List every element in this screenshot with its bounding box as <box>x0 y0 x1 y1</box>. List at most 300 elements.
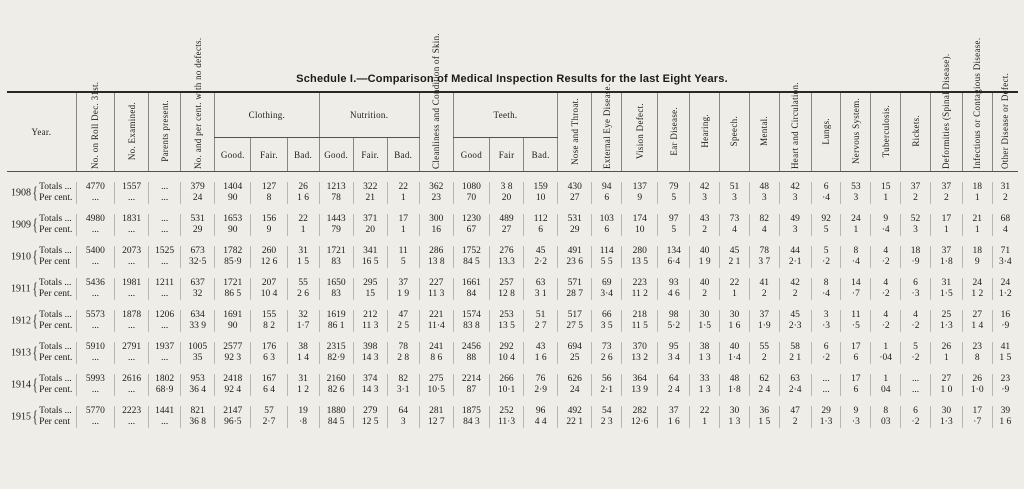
cell-no-on-roll: 5436 <box>76 278 114 289</box>
table-cell: 22 <box>387 182 419 193</box>
year-cell <box>7 246 76 268</box>
header-nutrition-fair: Fair. <box>353 138 387 172</box>
table-cell: 86 5 <box>215 289 251 300</box>
table-cell: 37 <box>901 182 931 193</box>
table-cell: 3 4 <box>658 353 690 364</box>
table-cell: 2214 <box>453 374 489 385</box>
table-cell: 4 <box>871 278 901 289</box>
table-cell: 79 <box>658 182 690 193</box>
table-cell: 300 <box>419 214 453 225</box>
table-cell: 1 <box>841 225 871 236</box>
table-cell: ·2 <box>871 321 901 332</box>
row-labels <box>39 182 72 204</box>
table-cell: 40 <box>720 342 750 353</box>
table-cell: 24 <box>181 193 215 204</box>
table-cell: 1802 <box>149 374 181 385</box>
table-cell: 52 <box>901 214 931 225</box>
table-cell: 5·2 <box>658 321 690 332</box>
table-cell: 371 <box>353 214 387 225</box>
table-cell: 26 <box>930 342 962 353</box>
table-cell: 4 <box>871 310 901 321</box>
table-cell: 14 3 <box>353 353 387 364</box>
year-cell <box>7 342 76 364</box>
table-cell: 2 <box>749 353 779 364</box>
percent-label: Per cent. <box>39 385 73 395</box>
table-cell: 4 <box>901 310 931 321</box>
table-row-percent <box>7 417 1018 428</box>
header-tuberculosis: Tuberculosis. <box>880 104 891 158</box>
table-cell: ... <box>901 385 931 396</box>
table-cell: 8 <box>871 406 901 417</box>
table-cell: 2147 <box>215 406 251 417</box>
table-cell: ·9 <box>992 385 1018 396</box>
spacer-cell <box>7 364 1018 374</box>
table-cell: 90 <box>215 225 251 236</box>
totals-label: Totals ... <box>39 374 72 384</box>
table-cell: 38 <box>287 342 319 353</box>
table-cell: 23 <box>962 342 992 353</box>
table-cell: ·4 <box>871 225 901 236</box>
table-cell: 8 <box>962 353 992 364</box>
brace-icon: { <box>32 311 38 330</box>
table-cell: 1·8 <box>930 257 962 268</box>
table-row-totals <box>7 214 1018 225</box>
row-spacer <box>7 268 1018 278</box>
table-cell: 2 7 <box>524 321 558 332</box>
table-cell: 370 <box>622 342 658 353</box>
table-cell: 94 <box>592 182 622 193</box>
percent-label: Per cent <box>39 257 71 267</box>
table-cell: 11·3 <box>490 417 524 428</box>
brace-icon: { <box>32 375 38 394</box>
table-cell: 2315 <box>319 342 353 353</box>
spacer-cell <box>7 300 1018 310</box>
table-cell: 362 <box>419 182 453 193</box>
table-cell: 69 <box>592 278 622 289</box>
table-cell: 266 <box>490 374 524 385</box>
table-cell: 12 7 <box>419 417 453 428</box>
table-cell: 32·5 <box>181 257 215 268</box>
row-labels <box>39 374 72 396</box>
table-row-totals <box>7 342 1018 353</box>
table-cell: 1875 <box>453 406 489 417</box>
table-cell: 2456 <box>453 342 489 353</box>
table-cell: 57 <box>251 406 287 417</box>
table-cell: 1661 <box>453 278 489 289</box>
table-cell: 1721 <box>319 246 353 257</box>
cell-no-on-roll: ... <box>76 289 114 300</box>
table-cell: 1525 <box>149 246 181 257</box>
table-cell: 14 3 <box>353 385 387 396</box>
table-cell: 45 <box>720 246 750 257</box>
table-cell: 112 <box>524 214 558 225</box>
table-cell: 84 5 <box>319 417 353 428</box>
table-cell: 2·3 <box>779 321 811 332</box>
table-cell: 517 <box>558 310 592 321</box>
table-cell: 3 <box>779 193 811 204</box>
table-cell: 21 <box>353 193 387 204</box>
table-cell: ·8 <box>287 417 319 428</box>
table-cell: 1·3 <box>930 321 962 332</box>
table-cell: 31 <box>992 182 1018 193</box>
table-cell: 2 6 <box>592 353 622 364</box>
header-rickets: Rickets. <box>910 115 921 147</box>
table-cell: 83 <box>319 257 353 268</box>
table-cell: 2418 <box>215 374 251 385</box>
table-cell: 694 <box>558 342 592 353</box>
table-cell: 16 5 <box>353 257 387 268</box>
table-cell: 1 <box>871 374 901 385</box>
totals-label: Totals ... <box>39 310 72 320</box>
table-cell: 13.3 <box>490 257 524 268</box>
table-cell: 292 <box>490 342 524 353</box>
table-cell: 634 <box>181 310 215 321</box>
header-clothing: Clothing. <box>215 92 319 138</box>
table-cell: 17 <box>930 214 962 225</box>
table-cell: 92 4 <box>215 385 251 396</box>
table-cell: 227 <box>419 278 453 289</box>
table-cell: 33 9 <box>181 321 215 332</box>
table-cell: 78 <box>749 246 779 257</box>
table-cell: 36 4 <box>181 385 215 396</box>
table-cell: 27 <box>558 193 592 204</box>
table-row-totals <box>7 278 1018 289</box>
table-cell: 27 <box>930 374 962 385</box>
table-cell: 42 <box>779 278 811 289</box>
table-cell: 1 <box>720 289 750 300</box>
table-cell: 18 <box>901 246 931 257</box>
table-cell: 103 <box>592 214 622 225</box>
cell-no-on-roll: ... <box>76 385 114 396</box>
brace-icon: { <box>32 215 38 234</box>
year-value: 1914 <box>11 379 31 391</box>
table-cell: 23 <box>992 374 1018 385</box>
table-cell: 1·5 <box>930 289 962 300</box>
table-cell: 23 <box>419 193 453 204</box>
table-cell: 2 8 <box>387 353 419 364</box>
table-cell: 1·5 <box>690 321 720 332</box>
table-cell: 95 <box>658 342 690 353</box>
table-cell: 82 <box>749 214 779 225</box>
table-cell: 10 4 <box>490 353 524 364</box>
table-row-percent <box>7 353 1018 364</box>
table-cell: 3·4 <box>592 289 622 300</box>
row-spacer <box>7 332 1018 342</box>
table-cell: 1 6 <box>287 193 319 204</box>
table-cell: 12 5 <box>353 417 387 428</box>
percent-label: Per cent. <box>38 289 73 299</box>
table-cell: 253 <box>490 310 524 321</box>
header-external-eye: External Eye Disease. <box>601 83 612 169</box>
table-cell: 6 4 <box>251 385 287 396</box>
brace-icon: { <box>32 279 38 298</box>
table-cell: 489 <box>490 214 524 225</box>
table-cell: 43 <box>690 214 720 225</box>
header-clothing-fair: Fair. <box>251 138 287 172</box>
table-cell: 9 <box>622 193 658 204</box>
table-cell: ·2 <box>901 417 931 428</box>
table-cell: 1721 <box>215 278 251 289</box>
table-cell: 1880 <box>319 406 353 417</box>
table-cell: 03 <box>871 417 901 428</box>
table-cell: 11 <box>841 310 871 321</box>
table-cell: ·3 <box>811 321 841 332</box>
table-cell: 04 <box>871 385 901 396</box>
table-cell: 9 <box>871 214 901 225</box>
table-cell: 51 <box>720 182 750 193</box>
table-cell: 159 <box>524 182 558 193</box>
spacer-cell <box>7 268 1018 278</box>
table-cell: 79 <box>319 225 353 236</box>
cell-no-on-roll: 5400 <box>76 246 114 257</box>
table-cell: ·2 <box>811 353 841 364</box>
percent-label: Per cent. <box>39 225 73 235</box>
table-cell: ... <box>149 353 181 364</box>
table-cell: 1 <box>871 193 901 204</box>
table-cell: 1878 <box>115 310 149 321</box>
table-cell: 2·9 <box>524 385 558 396</box>
table-cell: 22 <box>287 214 319 225</box>
table-cell: 12 6 <box>251 257 287 268</box>
brace-icon: { <box>32 343 38 362</box>
table-cell: 31 <box>930 278 962 289</box>
table-cell: 30 <box>720 310 750 321</box>
table-row-totals <box>7 406 1018 417</box>
cell-no-on-roll: 5993 <box>76 374 114 385</box>
table-cell: 9 <box>962 257 992 268</box>
table-cell: 17 <box>841 342 871 353</box>
table-cell: 1691 <box>215 310 251 321</box>
header-nutrition-bad: Bad. <box>387 138 419 172</box>
table-cell: 2 5 <box>387 321 419 332</box>
table-cell: 6 <box>811 342 841 353</box>
table-cell: 1 5 <box>749 417 779 428</box>
table-cell: 1·9 <box>749 321 779 332</box>
year-cell <box>7 310 76 332</box>
table-cell: ·2 <box>871 289 901 300</box>
table-cell: 53 <box>841 182 871 193</box>
table-cell: 3 <box>841 193 871 204</box>
table-cell: 23 6 <box>558 257 592 268</box>
table-cell: 56 <box>592 374 622 385</box>
table-cell: 127 <box>251 182 287 193</box>
table-cell: 10·1 <box>490 385 524 396</box>
table-cell: 1 <box>962 225 992 236</box>
table-cell: 953 <box>181 374 215 385</box>
table-cell: 82 6 <box>319 385 353 396</box>
table-cell: 1831 <box>115 214 149 225</box>
table-cell: 1230 <box>453 214 489 225</box>
table-cell: 279 <box>353 406 387 417</box>
header-other: Other Disease or Defect. <box>1000 72 1011 169</box>
table-cell: 626 <box>558 374 592 385</box>
spacer-cell <box>7 332 1018 342</box>
table-cell: 4 4 <box>524 417 558 428</box>
table-cell: 12·6 <box>622 417 658 428</box>
table-cell: 96 <box>524 406 558 417</box>
table-cell: 257 <box>490 278 524 289</box>
table-cell: 24 <box>841 214 871 225</box>
row-labels <box>39 246 72 268</box>
table-cell: 1 2 <box>287 385 319 396</box>
row-spacer <box>7 204 1018 214</box>
table-cell: 6 <box>841 353 871 364</box>
table-cell: 1981 <box>115 278 149 289</box>
table-cell: 97 <box>658 214 690 225</box>
table-cell: 1 6 <box>658 417 690 428</box>
table-cell: 64 <box>387 406 419 417</box>
table-cell: ... <box>115 385 149 396</box>
table-cell: 2 4 <box>658 385 690 396</box>
table-cell: 167 <box>251 374 287 385</box>
table-cell: 43 <box>524 342 558 353</box>
table-cell: 531 <box>558 214 592 225</box>
table-cell: 1211 <box>149 278 181 289</box>
table-cell: 5 <box>901 342 931 353</box>
table-cell: 276 <box>490 246 524 257</box>
table-cell: 1080 <box>453 182 489 193</box>
row-labels <box>39 278 72 300</box>
table-cell: 1 6 <box>992 417 1018 428</box>
table-cell: 1782 <box>215 246 251 257</box>
table-cell: 1443 <box>319 214 353 225</box>
table-cell: 10 <box>524 193 558 204</box>
spacer-cell <box>7 172 1018 183</box>
table-cell: ... <box>811 374 841 385</box>
year-value: 1915 <box>11 411 31 423</box>
table-cell: 25 <box>930 310 962 321</box>
table-cell: 491 <box>558 246 592 257</box>
table-cell: 1557 <box>115 182 149 193</box>
table-cell: 15 <box>871 182 901 193</box>
table-cell: 22 <box>690 406 720 417</box>
table-cell: 134 <box>658 246 690 257</box>
table-cell: 82·9 <box>319 353 353 364</box>
table-cell: 1·7 <box>287 321 319 332</box>
table-cell: 322 <box>353 182 387 193</box>
table-cell: 21 <box>962 214 992 225</box>
table-cell: ... <box>149 257 181 268</box>
table-cell: 176 <box>251 342 287 353</box>
table-cell: 252 <box>490 406 524 417</box>
table-cell: 379 <box>181 182 215 193</box>
table-cell: 26 <box>962 374 992 385</box>
table-row-percent <box>7 225 1018 236</box>
table-cell: 36 8 <box>181 417 215 428</box>
table-cell: 282 <box>622 406 658 417</box>
table-cell: 492 <box>558 406 592 417</box>
table-cell: 430 <box>558 182 592 193</box>
table-cell: 531 <box>181 214 215 225</box>
table-cell: 98 <box>658 310 690 321</box>
table-cell: 3 1 <box>524 289 558 300</box>
table-cell: 1·3 <box>811 417 841 428</box>
table-cell: 3·4 <box>992 257 1018 268</box>
table-cell: 20 <box>353 225 387 236</box>
table-cell: 6 3 <box>251 353 287 364</box>
table-cell: 5 5 <box>592 257 622 268</box>
table-cell: 13 5 <box>622 257 658 268</box>
table-cell: 2160 <box>319 374 353 385</box>
table-cell: 84 5 <box>453 257 489 268</box>
table-cell: 8 <box>841 246 871 257</box>
header-nutrition: Nutrition. <box>319 92 419 138</box>
header-no-on-roll: No. on Roll Dec. 31st. <box>90 81 101 169</box>
table-cell: 47 <box>387 310 419 321</box>
table-cell: 54 <box>592 406 622 417</box>
table-cell: 24 <box>992 278 1018 289</box>
table-cell: 1 9 <box>690 257 720 268</box>
cell-no-on-roll: 5910 <box>76 342 114 353</box>
table-cell: 12 8 <box>490 289 524 300</box>
table-cell: 42 <box>690 182 720 193</box>
table-cell: 76 <box>524 374 558 385</box>
table-cell: 2 <box>690 289 720 300</box>
cell-no-on-roll: 4980 <box>76 214 114 225</box>
table-cell: 1 5 <box>992 353 1018 364</box>
percent-label: Per cent. <box>39 193 73 203</box>
table-cell: 2·2 <box>524 257 558 268</box>
table-cell: ... <box>115 353 149 364</box>
table-row-percent <box>7 385 1018 396</box>
table-cell: 11 5 <box>622 321 658 332</box>
percent-label: Per cent. <box>39 321 73 331</box>
table-cell: 4 <box>720 225 750 236</box>
table-cell: ... <box>149 289 181 300</box>
table-cell: 3 <box>811 310 841 321</box>
table-cell: 16 <box>992 310 1018 321</box>
table-cell: 8 <box>251 193 287 204</box>
table-cell: 27 <box>490 225 524 236</box>
header-deformities: Deformities (Spinal Disease). <box>941 53 952 169</box>
table-cell: 55 <box>287 278 319 289</box>
table-row-totals <box>7 374 1018 385</box>
table-cell: ·2 <box>811 257 841 268</box>
table-cell: 86 1 <box>319 321 353 332</box>
table-cell: 2 <box>779 417 811 428</box>
table-cell: 280 <box>622 246 658 257</box>
row-spacer <box>7 396 1018 406</box>
table-cell: 1 6 <box>524 353 558 364</box>
table-cell: 70 <box>453 193 489 204</box>
table-cell: 295 <box>353 278 387 289</box>
table-cell: 47 <box>779 406 811 417</box>
table-cell: 1 <box>930 225 962 236</box>
table-cell: 33 <box>690 374 720 385</box>
table-cell: 83 8 <box>453 321 489 332</box>
table-cell: 364 <box>622 374 658 385</box>
header-nose-throat: Nose and Throat. <box>569 97 580 165</box>
table-cell: ... <box>149 182 181 193</box>
table-cell: 29 <box>181 225 215 236</box>
totals-label: Totals ... <box>39 182 72 192</box>
row-spacer <box>7 300 1018 310</box>
table-cell: ... <box>115 417 149 428</box>
table-cell: 5 <box>658 193 690 204</box>
table-cell: 3 <box>690 193 720 204</box>
table-cell: 1441 <box>149 406 181 417</box>
table-cell: 17 <box>962 406 992 417</box>
table-cell: 212 <box>353 310 387 321</box>
table-cell: 30 <box>690 310 720 321</box>
table-cell: 83 <box>319 289 353 300</box>
table-cell: ... <box>149 225 181 236</box>
table-cell: 4 <box>749 225 779 236</box>
table-cell: 2 <box>930 193 962 204</box>
percent-label: Per cent <box>39 417 71 427</box>
table-cell: 42 <box>779 182 811 193</box>
table-cell: 78 <box>319 193 353 204</box>
